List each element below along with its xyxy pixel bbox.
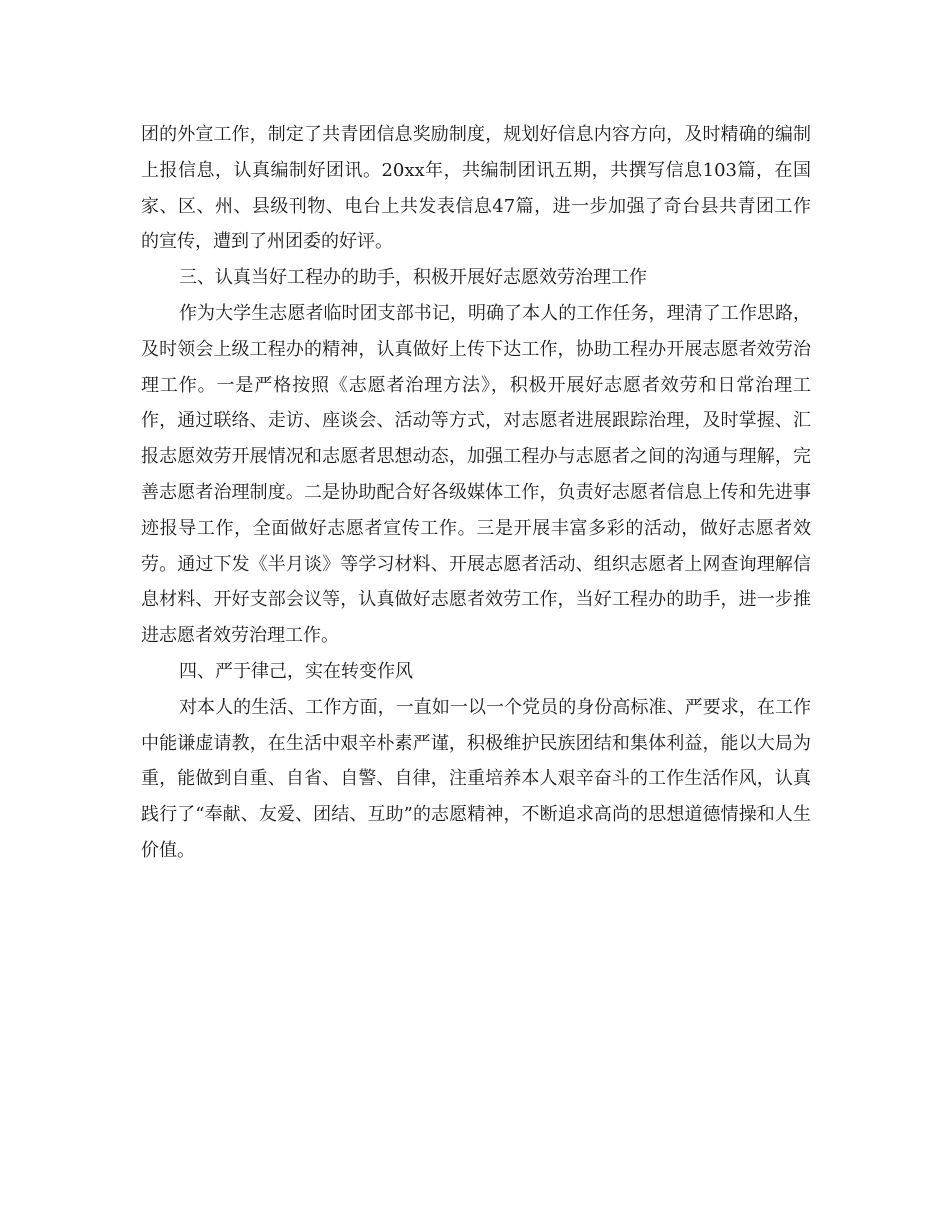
section-heading-3: 三、认真当好工程办的助手，积极开展好志愿效劳治理工作: [179, 267, 647, 289]
document-body: [141, 117, 811, 869]
paragraph-self-discipline: 对本人的生活、工作方面，一直如一以一个党员的身份高标准、严要求，在工作中能谦虚请教，在生活中艰辛朴素严谨，积极维护民族团结和集体利益，能以大局为重，能做到自重、自省、自警、自律，注重培养本人艰辛奋斗的工作生活作风，认真践行了“奉献、友爱、团结、互助”的志愿精神，不断追求高尚的思想道德情操和人生价值。: [141, 696, 811, 861]
section-heading-4: 四、严于律己，实在转变作风: [179, 660, 413, 682]
paragraph-continuation: 团的外宣工作，制定了共青团信息奖励制度，规划好信息内容方向，及时精确的编制上报信息，认真编制好团讯。20xx年，共编制团讯五期，共撰写信息103篇，在国家、区、州、县级刊物、电台上共发表信息47篇，进一步加强了奇台县共青团工作的宣传，遭到了州团委的好评。: [141, 124, 811, 253]
paragraph-volunteer-management: 作为大学生志愿者临时团支部书记，明确了本人的工作任务，理清了工作思路，及时领会上级工程办的精神，认真做好上传下达工作，协助工程办开展志愿者效劳治理工作。一是严格按照《志愿者治理方法》，积极开展好志愿者效劳和日常治理工作，通过联络、走访、座谈会、活动等方式，对志愿者进展跟踪治理，及时掌握、汇报志愿效劳开展情况和志愿者思想动态，加强工程办与志愿者之间的沟通与理解，完善志愿者治理制度。二是协助配合好各级媒体工作，负责好志愿者信息上传和先进事迹报导工作，全面做好志愿者宣传工作。三是开展丰富多彩的活动，做好志愿者效劳。通过下发《半月谈》等学习材料、开展志愿者活动、组织志愿者上网查询理解信息材料、开好支部会议等，认真做好志愿者效劳工作，当好工程办的助手，进一步推进志愿者效劳治理工作。: [141, 302, 811, 647]
